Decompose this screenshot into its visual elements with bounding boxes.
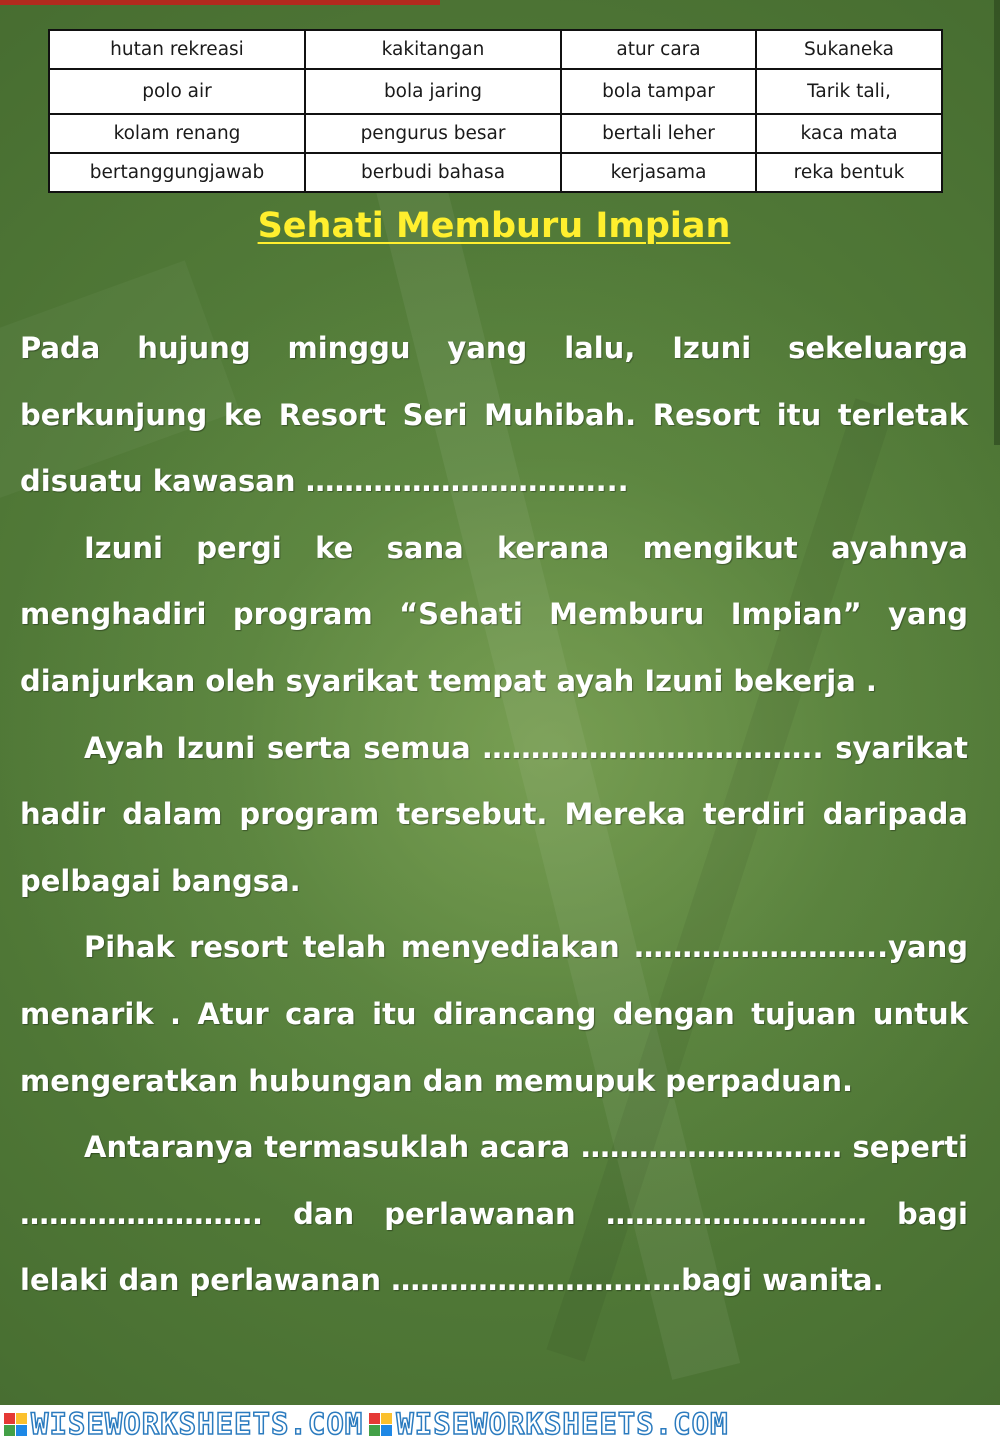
word-cell: Tarik tali, <box>756 69 942 114</box>
logo-square <box>369 1413 380 1424</box>
word-bank-table <box>48 29 943 193</box>
logo-square <box>381 1425 392 1436</box>
word-cell: Sukaneka <box>756 30 942 69</box>
story-paragraph: Pihak resort telah menyediakan ……………………..yang menarik . Atur cara itu dirancang dengan tujuan untuk mengeratkan hubungan dan memupuk perpaduan. <box>20 930 968 1098</box>
word-cell: kaca mata <box>756 114 942 153</box>
word-cell: reka bentuk <box>756 153 942 192</box>
word-cell: atur cara <box>561 30 756 69</box>
watermark-unit <box>4 1407 363 1441</box>
word-cell: berbudi bahasa <box>305 153 561 192</box>
story-paragraph: Pada hujung minggu yang lalu, Izuni sekeluarga berkunjung ke Resort Seri Muhibah. Resort itu terletak disuatu kawasan …………………………... <box>20 331 968 499</box>
story-paragraph: Antaranya termasuklah acara ……………………… seperti ……………………. dan perlawanan ……………………… bagi lelaki dan perlawanan …………………………bagi wanita. <box>20 1130 968 1298</box>
logo-square <box>381 1413 392 1424</box>
watermark-unit <box>369 1407 728 1441</box>
wiseworksheets-logo-icon <box>4 1413 27 1436</box>
table-row <box>49 30 942 69</box>
top-accent-bar <box>0 0 440 5</box>
word-cell: kakitangan <box>305 30 561 69</box>
logo-square <box>4 1413 15 1424</box>
watermark-text: WISEWORKSHEETS.COM <box>396 1407 729 1441</box>
word-cell: bola tampar <box>561 69 756 114</box>
story-paragraph: Ayah Izuni serta semua …………………………….. syarikat hadir dalam program tersebut. Mereka terdiri daripada pelbagai bangsa. <box>20 730 968 898</box>
word-cell: hutan rekreasi <box>49 30 305 69</box>
logo-square <box>16 1425 27 1436</box>
word-cell: bola jaring <box>305 69 561 114</box>
watermark-text: WISEWORKSHEETS.COM <box>31 1407 364 1441</box>
right-edge-bar <box>994 0 1000 445</box>
word-cell: pengurus besar <box>305 114 561 153</box>
word-cell: polo air <box>49 69 305 114</box>
watermark-footer <box>0 1405 1000 1443</box>
table-row <box>49 114 942 153</box>
story-title: Sehati Memburu Impian <box>257 206 731 246</box>
wiseworksheets-logo-icon <box>369 1413 392 1436</box>
table-row <box>49 69 942 114</box>
table-row <box>49 153 942 192</box>
story-body <box>20 315 968 1314</box>
word-cell: kerjasama <box>561 153 756 192</box>
logo-square <box>16 1413 27 1424</box>
logo-square <box>369 1425 380 1436</box>
story-paragraph: Izuni pergi ke sana kerana mengikut ayahnya menghadiri program “Sehati Memburu Impian” yang dianjurkan oleh syarikat tempat ayah Izuni bekerja . <box>20 530 968 698</box>
logo-square <box>4 1425 15 1436</box>
word-cell: bertali leher <box>561 114 756 153</box>
word-cell: bertanggungjawab <box>49 153 305 192</box>
word-cell: kolam renang <box>49 114 305 153</box>
